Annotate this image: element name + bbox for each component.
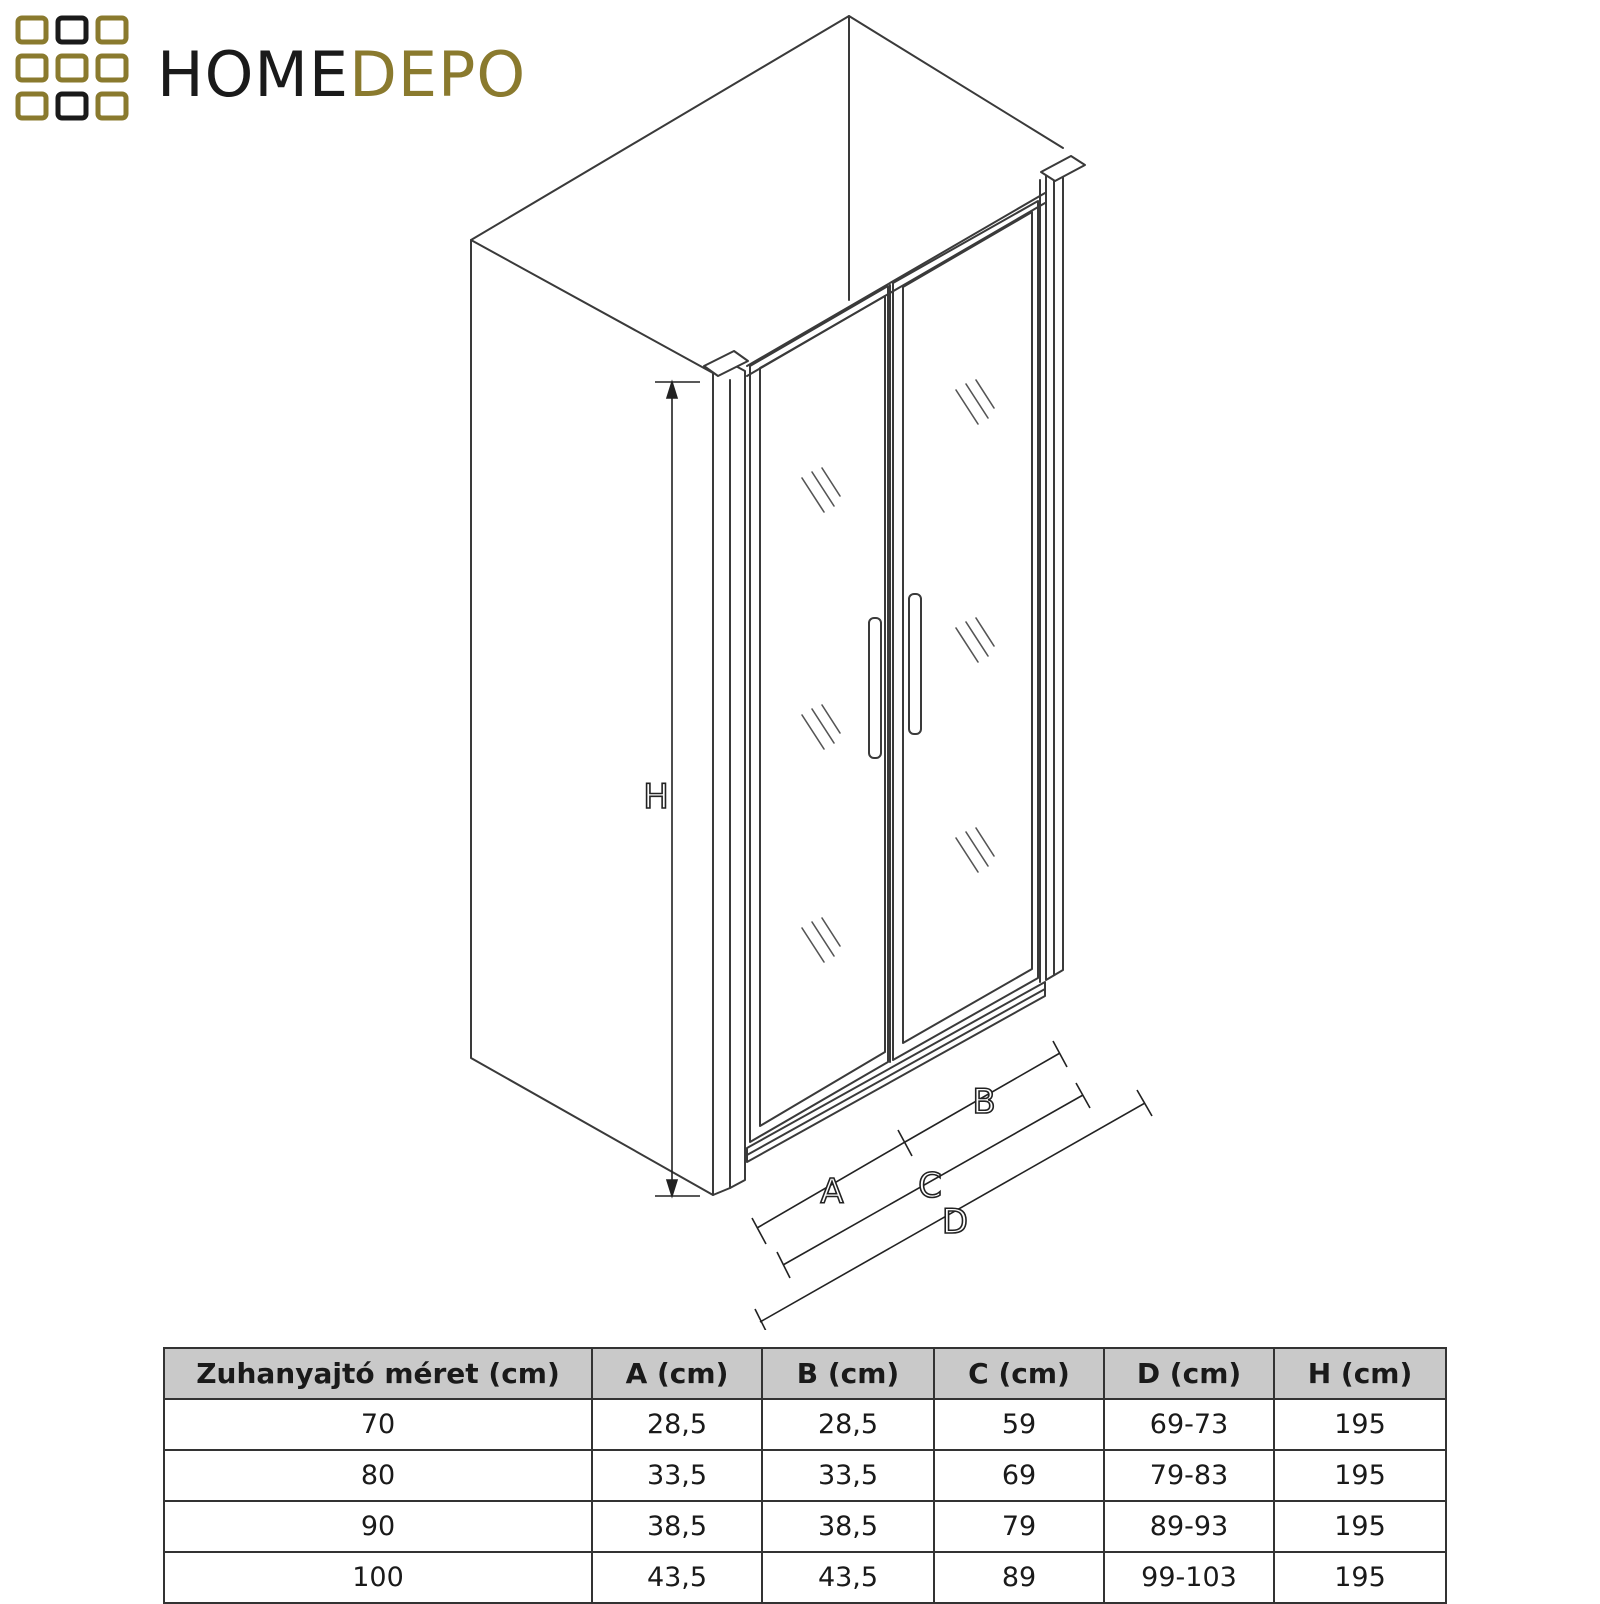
cell-d: 79-83 — [1104, 1450, 1274, 1501]
label-d: D — [941, 1202, 969, 1242]
cell-h: 195 — [1274, 1552, 1446, 1603]
table-row — [164, 1399, 1446, 1450]
header-a: A (cm) — [592, 1348, 762, 1399]
cell-a: 28,5 — [592, 1399, 762, 1450]
table-row — [164, 1450, 1446, 1501]
header-size: Zuhanyajtó méret (cm) — [164, 1348, 592, 1399]
table-row — [164, 1501, 1446, 1552]
cell-size: 90 — [164, 1501, 592, 1552]
cell-c: 89 — [934, 1552, 1104, 1603]
cell-d: 99-103 — [1104, 1552, 1274, 1603]
cell-b: 43,5 — [762, 1552, 934, 1603]
cell-c: 79 — [934, 1501, 1104, 1552]
left-door-panel — [750, 286, 888, 1142]
cell-b: 28,5 — [762, 1399, 934, 1450]
cell-h: 195 — [1274, 1501, 1446, 1552]
right-door-panel — [893, 201, 1038, 1060]
cell-c: 69 — [934, 1450, 1104, 1501]
right-handle — [909, 594, 921, 734]
cell-size: 100 — [164, 1552, 592, 1603]
cell-h: 195 — [1274, 1450, 1446, 1501]
back-wall — [471, 16, 849, 300]
cell-b: 38,5 — [762, 1501, 934, 1552]
cell-a: 33,5 — [592, 1450, 762, 1501]
header-d: D (cm) — [1104, 1348, 1274, 1399]
header-h: H (cm) — [1274, 1348, 1446, 1399]
label-c: C — [918, 1166, 942, 1206]
brand-home: HOME — [157, 38, 350, 111]
cell-size: 80 — [164, 1450, 592, 1501]
left-wall — [471, 240, 713, 1195]
glass-reflection-marks — [802, 380, 994, 962]
table-header-row — [164, 1348, 1446, 1399]
left-handle — [869, 618, 881, 758]
cell-c: 59 — [934, 1399, 1104, 1450]
table-row — [164, 1552, 1446, 1603]
cell-d: 69-73 — [1104, 1399, 1274, 1450]
brand-depo: DEPO — [349, 38, 527, 111]
cell-b: 33,5 — [762, 1450, 934, 1501]
cell-size: 70 — [164, 1399, 592, 1450]
header-b: B (cm) — [762, 1348, 934, 1399]
cell-a: 38,5 — [592, 1501, 762, 1552]
label-h: H — [643, 777, 669, 817]
label-a: A — [820, 1172, 844, 1212]
label-b: B — [972, 1082, 996, 1122]
size-table — [163, 1347, 1447, 1604]
cell-a: 43,5 — [592, 1552, 762, 1603]
cell-d: 89-93 — [1104, 1501, 1274, 1552]
header-c: C (cm) — [934, 1348, 1104, 1399]
cell-h: 195 — [1274, 1399, 1446, 1450]
